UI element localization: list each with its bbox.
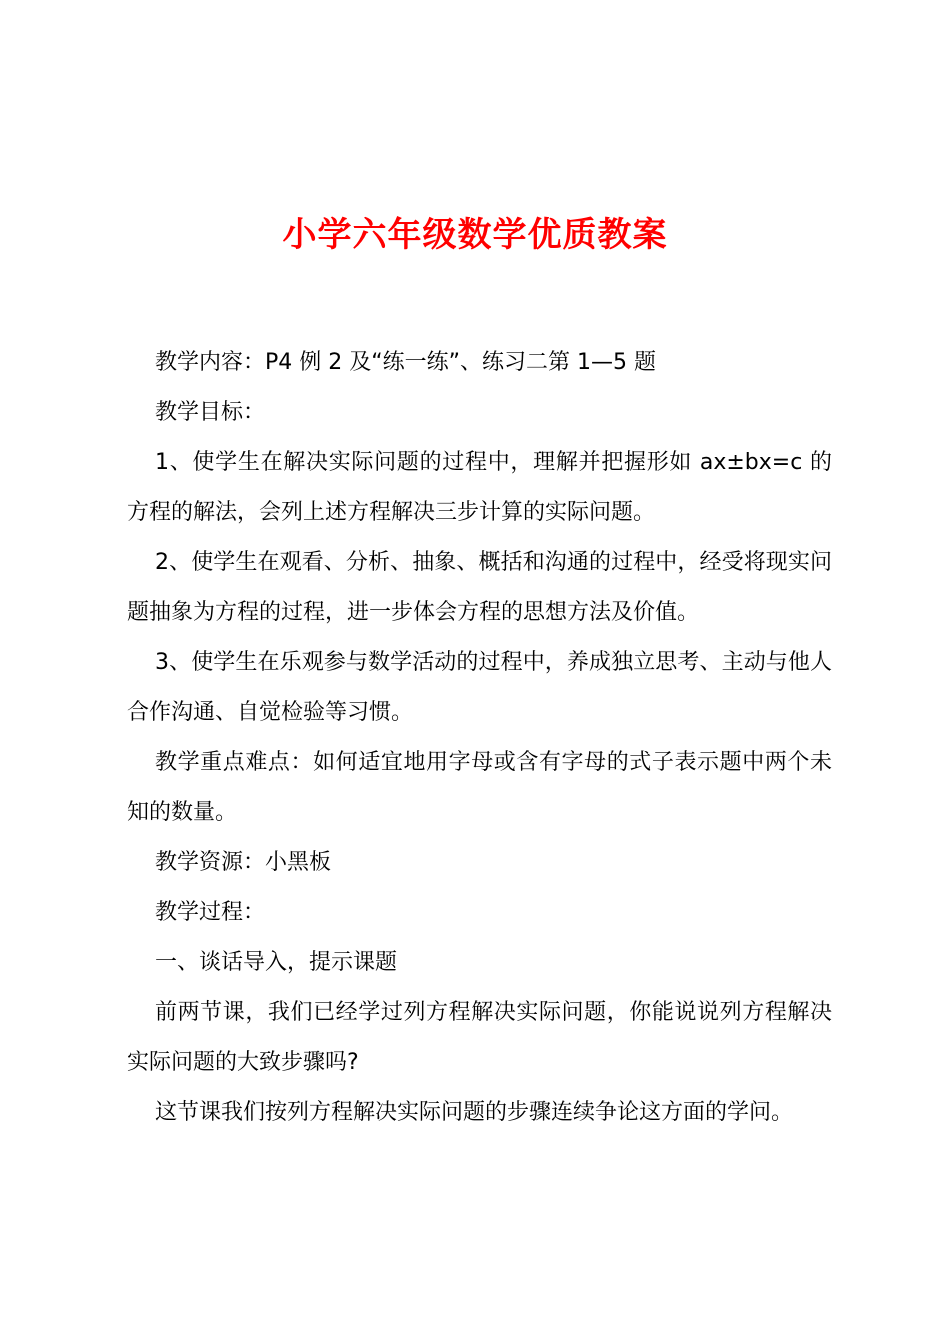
paragraph-teaching-process-heading: 教学过程： bbox=[155, 900, 266, 925]
paragraph-key-difficulties: 教学重点难点：如何适宜地用字母或含有字母的式子表示题中两个未知的数量。 bbox=[127, 750, 832, 825]
paragraph-intro-continue: 这节课我们按列方程解决实际问题的步骤连续争论这方面的学问。 bbox=[155, 1100, 794, 1125]
paragraph-teaching-resources: 教学资源：小黑板 bbox=[155, 850, 332, 875]
paragraph-goal-2: 2、使学生在观看、分析、抽象、概括和沟通的过程中，经受将现实问题抽象为方程的过程，进一步体会方程的思想方法及价值。 bbox=[127, 550, 832, 625]
paragraph-section-1-heading: 一、谈话导入，提示课题 bbox=[155, 950, 398, 975]
paragraph-goal-1: 1、使学生在解决实际问题的过程中，理解并把握形如 ax±bx=c 的方程的解法，会列上述方程解决三步计算的实际问题。 bbox=[127, 450, 832, 525]
paragraph-goal-3: 3、使学生在乐观参与数学活动的过程中，养成独立思考、主动与他人合作沟通、自觉检验等习惯。 bbox=[127, 650, 832, 725]
paragraph-teaching-content: 教学内容：P4 例 2 及“练一练”、练习二第 1—5 题 bbox=[155, 350, 657, 375]
paragraph-teaching-goals-heading: 教学目标： bbox=[155, 400, 266, 425]
paragraph-intro-question: 前两节课，我们已经学过列方程解决实际问题，你能说说列方程解决实际问题的大致步骤吗? bbox=[127, 1000, 832, 1075]
document-title: 小学六年级数学优质教案 bbox=[282, 215, 668, 255]
document-body bbox=[127, 338, 832, 1138]
